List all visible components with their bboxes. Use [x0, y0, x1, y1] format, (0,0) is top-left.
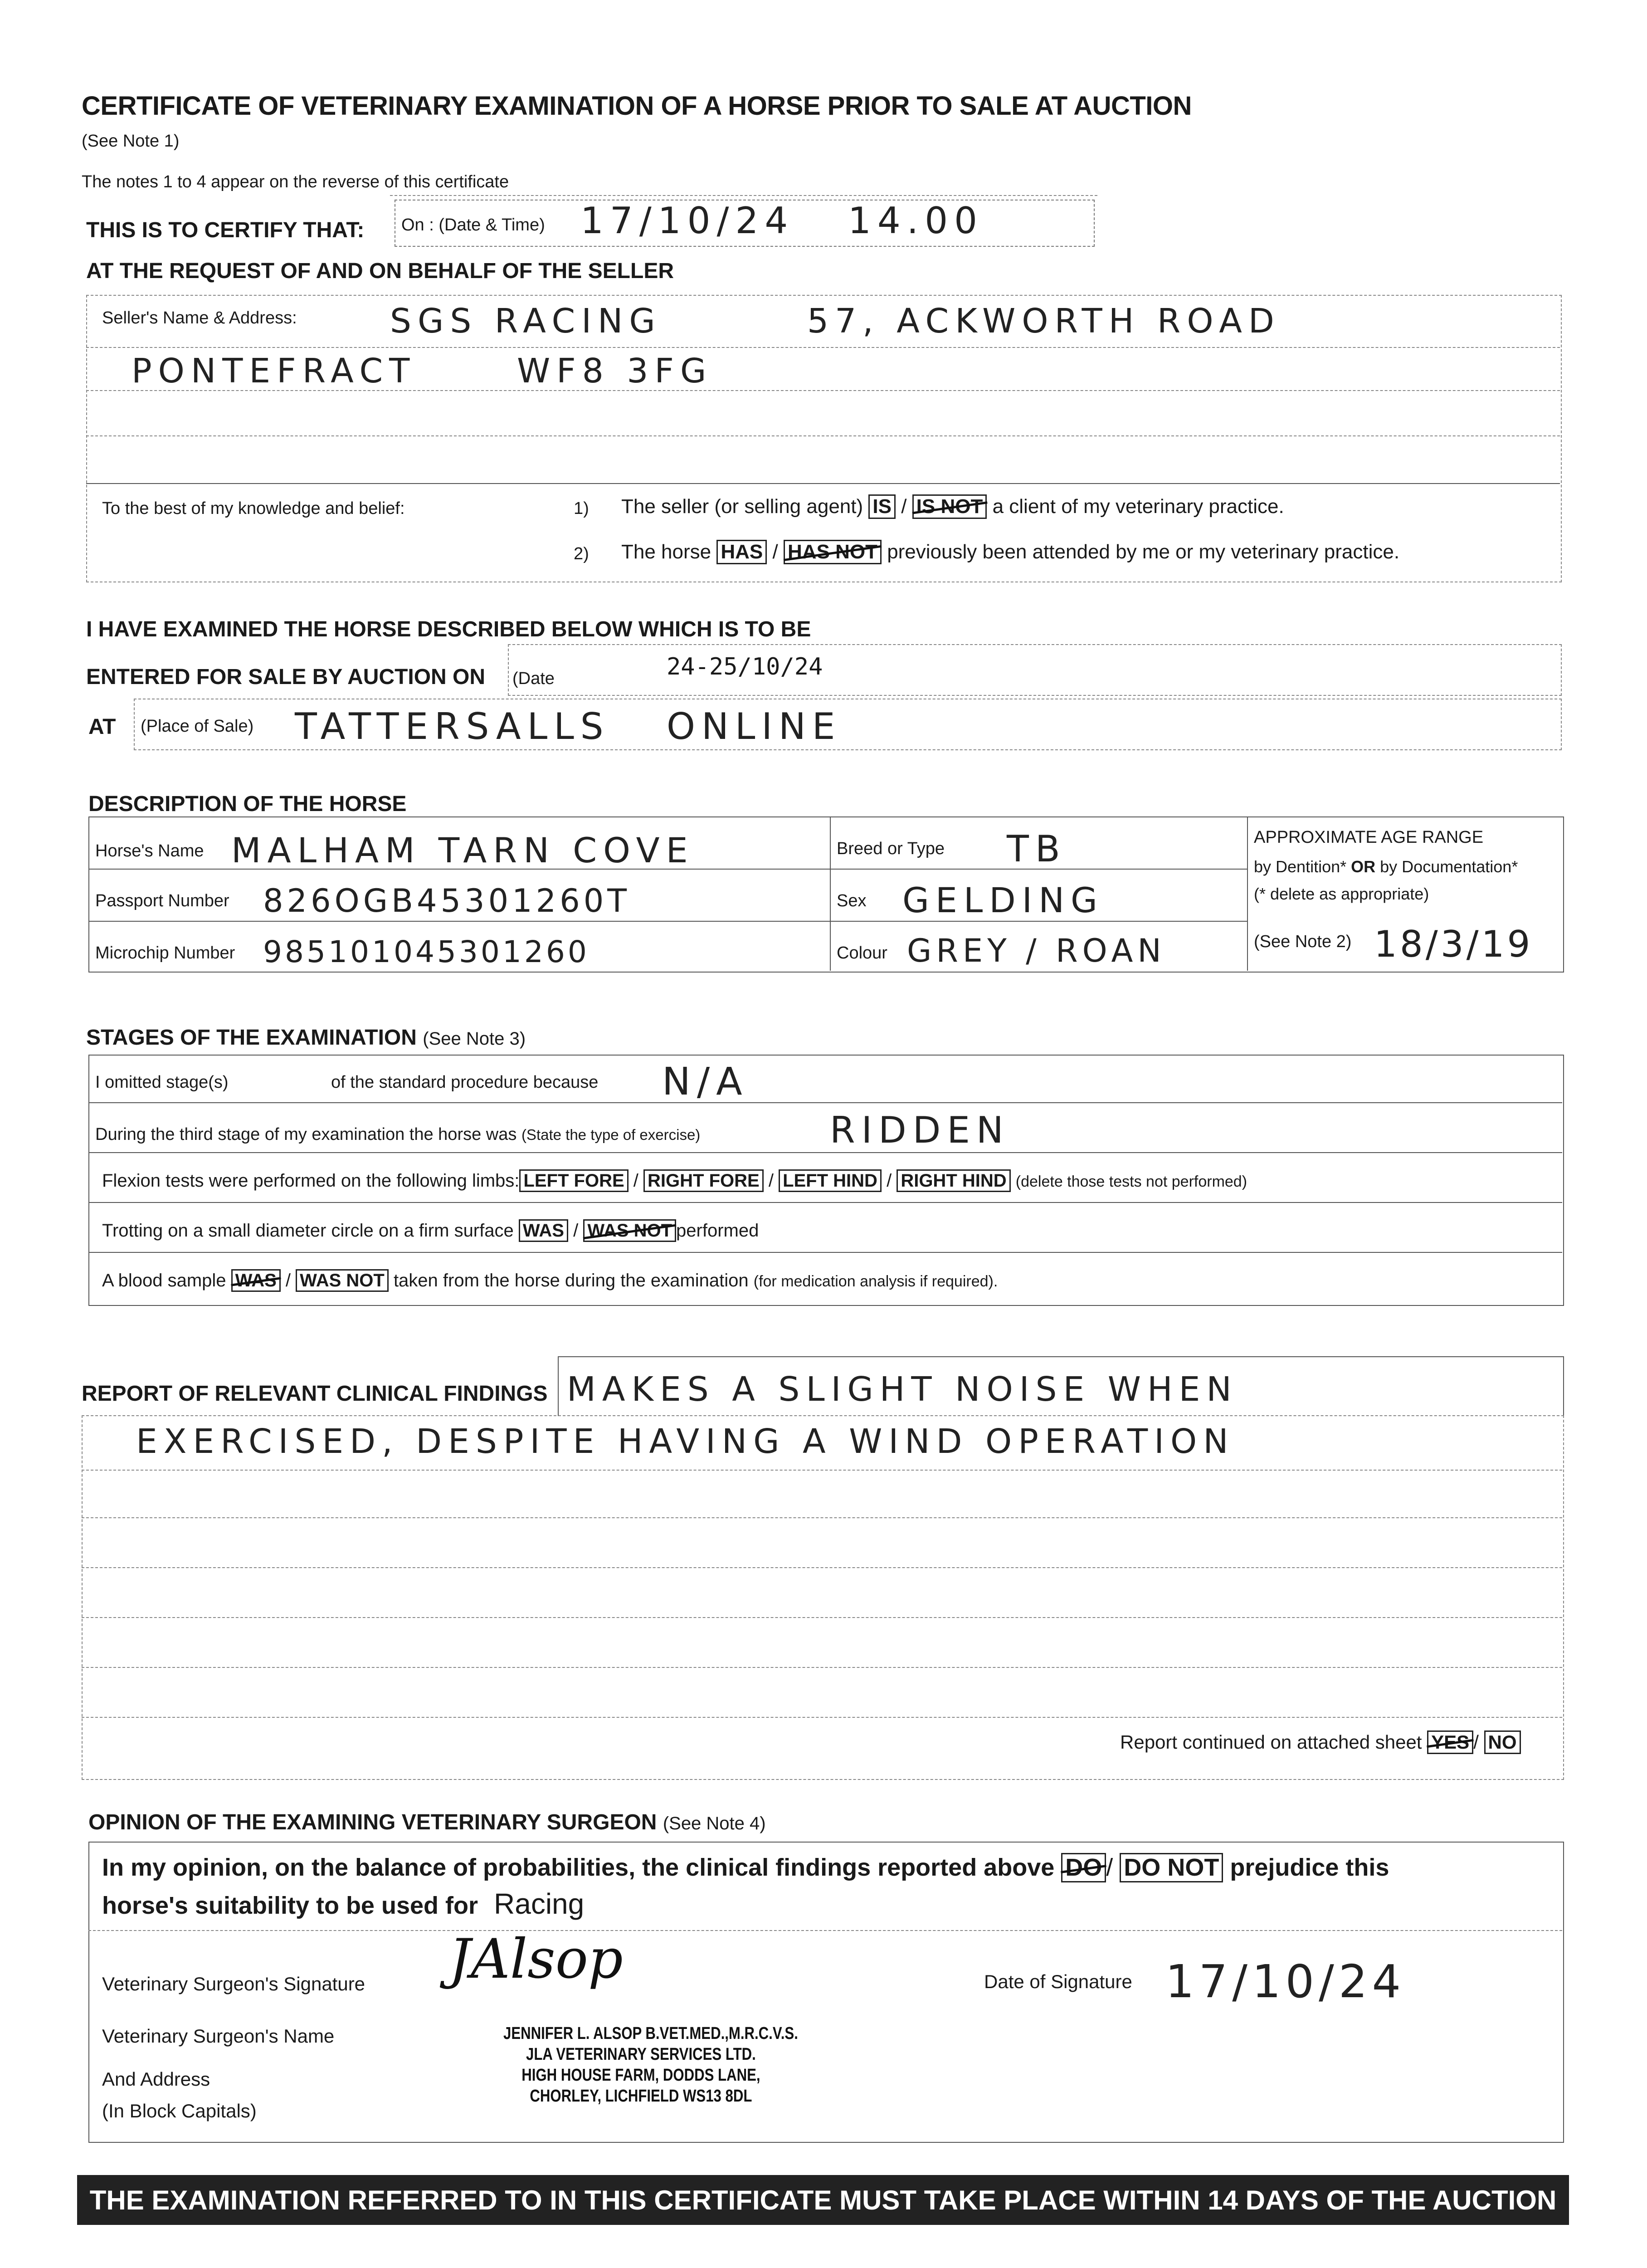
report-continued-row — [1120, 1730, 1521, 1754]
at-label: AT — [88, 715, 116, 739]
seller-is-option[interactable]: IS — [868, 494, 896, 519]
age-line3: (* delete as appropriate) — [1254, 885, 1429, 903]
blood-label: A blood sample — [102, 1271, 226, 1290]
opinion-rule — [88, 1930, 1562, 1931]
auction-date-label: (Date — [512, 669, 555, 688]
third-stage-value[interactable]: RIDDEN — [830, 1109, 1010, 1151]
blood-was-not-option[interactable]: WAS NOT — [296, 1269, 389, 1292]
sex-value[interactable]: GELDING — [902, 880, 1104, 920]
seller-line1b[interactable]: 57, ACKWORTH ROAD — [807, 302, 1281, 341]
auction-date-value: 24-25/10/24 — [667, 653, 823, 680]
see-note-1: (See Note 1) — [82, 132, 180, 151]
description-divider-1 — [830, 816, 831, 971]
flex-right-hind[interactable]: RIGHT HIND — [897, 1169, 1010, 1192]
colour-label: Colour — [837, 943, 887, 963]
age-documentation[interactable]: by Documentation* — [1380, 857, 1518, 876]
horse-has-option[interactable]: HAS — [716, 540, 767, 564]
horse-has-not-option[interactable]: HAS NOT — [784, 540, 882, 564]
opinion-text3-row — [102, 1887, 584, 1921]
stages-heading-text: STAGES OF THE EXAMINATION — [86, 1026, 417, 1050]
age-dentition[interactable]: by Dentition* — [1254, 857, 1347, 876]
seller-is-not-option[interactable]: IS NOT — [912, 494, 987, 519]
address-label-1: And Address — [102, 2068, 210, 2090]
description-row-2 — [88, 921, 1247, 922]
surgeon-name-label: Veterinary Surgeon's Name — [102, 2025, 335, 2047]
third-stage-label-b: (State the type of exercise) — [521, 1126, 701, 1143]
opinion-heading-text: OPINION OF THE EXAMINING VETERINARY SURGEON — [88, 1810, 657, 1834]
knowledge-item2-post: previously been attended by me or my veterinary practice. — [887, 541, 1400, 563]
horse-name-value[interactable]: MALHAM TARN COVE — [231, 830, 694, 870]
blood-sep: / — [285, 1271, 291, 1290]
knowledge-item1-pre: The seller (or selling agent) — [621, 495, 863, 518]
stamp-line4: CHORLEY, LICHFIELD WS13 8DL — [530, 2087, 752, 2106]
seller-line1[interactable]: SGS RACING — [390, 302, 662, 341]
breed-value[interactable]: TB — [1007, 828, 1067, 870]
passport-value[interactable]: 826OGB45301260T — [263, 882, 631, 919]
knowledge-label: To the best of my knowledge and belief: — [102, 499, 405, 518]
blood-row — [102, 1269, 998, 1292]
colour-value[interactable]: GREY / ROAN — [907, 932, 1166, 969]
opinion-use-value[interactable]: Racing — [494, 1887, 585, 1920]
opinion-text2: prejudice this — [1230, 1854, 1389, 1881]
request-heading: AT THE REQUEST OF AND ON BEHALF OF THE SELLER — [86, 259, 674, 283]
trot-post: performed — [676, 1221, 759, 1241]
report-continued-no[interactable]: NO — [1484, 1730, 1521, 1754]
seller-rule-3 — [86, 435, 1560, 436]
stages-row-1 — [88, 1102, 1562, 1103]
certify-date-value: 17/10/24 — [580, 200, 794, 242]
omitted-label-a: I omitted stage(s) — [95, 1073, 229, 1092]
seller-rule-4 — [86, 483, 1560, 484]
description-heading: DESCRIPTION OF THE HORSE — [88, 792, 407, 816]
address-label-2: (In Block Capitals) — [102, 2100, 257, 2121]
report-rule-4 — [82, 1617, 1562, 1618]
examined-line1: I HAVE EXAMINED THE HORSE DESCRIBED BELOW WHICH IS TO BE — [86, 617, 811, 641]
age-note: (See Note 2) — [1254, 932, 1352, 951]
flex-right-fore[interactable]: RIGHT FORE — [643, 1169, 764, 1192]
report-continued-yes[interactable]: YES — [1427, 1730, 1473, 1754]
date-signature-value[interactable]: 17/10/24 — [1165, 1955, 1406, 2008]
passport-label: Passport Number — [95, 891, 229, 910]
signature-value: JAlsop — [449, 1928, 623, 1991]
microchip-label: Microchip Number — [95, 943, 235, 963]
vet-stamp — [503, 2023, 798, 2107]
flex-sep-1: / — [633, 1171, 638, 1191]
seller-rule-2 — [86, 390, 1560, 391]
knowledge-item1-post: a client of my veterinary practice. — [992, 495, 1284, 518]
third-stage-label — [95, 1125, 700, 1144]
flex-sep-3: / — [887, 1171, 892, 1191]
knowledge-item2-num: 2) — [574, 544, 589, 563]
blood-was-option[interactable]: WAS — [231, 1269, 281, 1292]
stages-row-2 — [88, 1152, 1562, 1153]
stamp-line2: JLA VETERINARY SERVICES LTD. — [526, 2045, 756, 2064]
blood-note: (for medication analysis if required). — [753, 1273, 998, 1290]
report-rule-3 — [82, 1567, 1562, 1568]
knowledge-item1-sep: / — [901, 495, 907, 518]
opinion-do-not-option[interactable]: DO NOT — [1120, 1853, 1223, 1882]
omitted-value[interactable]: N/A — [662, 1059, 749, 1104]
knowledge-item2 — [621, 540, 1399, 564]
opinion-heading-note: (See Note 4) — [663, 1813, 766, 1833]
signature-label: Veterinary Surgeon's Signature — [102, 1973, 365, 1994]
notes-rule — [390, 195, 1097, 196]
stages-heading-note: (See Note 3) — [423, 1029, 526, 1049]
opinion-text-row — [102, 1853, 1389, 1882]
opinion-text3: horse's suitability to be used for — [102, 1892, 478, 1919]
flexion-label: Flexion tests were performed on the following limbs: — [102, 1171, 520, 1191]
certify-on-label: On : (Date & Time) — [401, 215, 545, 235]
place-label: (Place of Sale) — [141, 717, 254, 736]
flexion-note: (delete those tests not performed) — [1015, 1173, 1247, 1190]
age-line2 — [1254, 857, 1518, 876]
sex-label: Sex — [837, 891, 867, 910]
age-value[interactable]: 18/3/19 — [1374, 923, 1533, 965]
third-stage-label-a: During the third stage of my examination the horse was — [95, 1125, 517, 1144]
report-rule-2 — [82, 1517, 1562, 1518]
seller-line2b[interactable]: WF8 3FG — [517, 352, 713, 391]
seller-rule-1 — [86, 347, 1560, 348]
auction-date-field[interactable] — [508, 644, 1562, 696]
report-line2[interactable]: EXERCISED, DESPITE HAVING A WIND OPERATION — [136, 1422, 1235, 1461]
omitted-label-b: of the standard procedure because — [331, 1073, 599, 1092]
flexion-row — [102, 1169, 1247, 1192]
place-value: TATTERSALLS — [295, 705, 610, 748]
horse-name-label: Horse's Name — [95, 841, 204, 860]
report-heading: REPORT OF RELEVANT CLINICAL FINDINGS — [82, 1382, 548, 1406]
age-or: OR — [1351, 857, 1376, 876]
trot-was-option[interactable]: WAS — [519, 1219, 568, 1242]
report-line1[interactable]: MAKES A SLIGHT NOISE WHEN — [567, 1370, 1238, 1409]
date-signature-label: Date of Signature — [984, 1971, 1132, 1992]
flex-sep-2: / — [768, 1171, 774, 1191]
examined-line2: ENTERED FOR SALE BY AUCTION ON — [86, 665, 486, 689]
stages-row-3 — [88, 1202, 1562, 1203]
trot-label: Trotting on a small diameter circle on a firm surface — [102, 1221, 514, 1241]
age-line1: APPROXIMATE AGE RANGE — [1254, 828, 1484, 847]
blood-post: taken from the horse during the examination — [393, 1271, 749, 1290]
microchip-value[interactable]: 985101045301260 — [263, 934, 590, 969]
report-continued-label: Report continued on attached sheet — [1120, 1731, 1422, 1753]
breed-label: Breed or Type — [837, 839, 945, 858]
description-divider-2 — [1247, 816, 1248, 971]
stamp-line3: HIGH HOUSE FARM, DODDS LANE, — [521, 2066, 760, 2085]
trot-sep: / — [573, 1221, 579, 1241]
knowledge-item2-pre: The horse — [621, 541, 711, 563]
opinion-heading — [88, 1810, 766, 1835]
certificate-title: CERTIFICATE OF VETERINARY EXAMINATION OF A HORSE PRIOR TO SALE AT AUCTION — [82, 91, 1192, 121]
opinion-do-option[interactable]: DO — [1061, 1853, 1106, 1882]
certify-time-value: 14.00 — [848, 200, 984, 242]
report-rule-5 — [82, 1667, 1562, 1668]
knowledge-item2-sep: / — [772, 541, 778, 563]
report-continued-sep: / — [1473, 1731, 1479, 1753]
knowledge-item1 — [621, 494, 1284, 519]
trot-row — [102, 1219, 759, 1242]
report-rule-1 — [82, 1470, 1562, 1471]
place-value2: ONLINE — [667, 705, 842, 748]
footer-banner: THE EXAMINATION REFERRED TO IN THIS CERTIFICATE MUST TAKE PLACE WITHIN 14 DAYS OF THE AUCTION — [77, 2175, 1569, 2225]
stages-row-4 — [88, 1252, 1562, 1253]
flex-left-fore[interactable]: LEFT FORE — [519, 1169, 628, 1192]
certify-label: THIS IS TO CERTIFY THAT: — [86, 218, 365, 242]
seller-line2[interactable]: PONTEFRACT — [132, 352, 416, 391]
opinion-sep: / — [1106, 1854, 1113, 1881]
stamp-line1: JENNIFER L. ALSOP B.VET.MED.,M.R.C.V.S. — [503, 2024, 798, 2043]
opinion-text1: In my opinion, on the balance of probabilities, the clinical findings reported above — [102, 1854, 1055, 1881]
trot-was-not-option[interactable]: WAS NOT — [583, 1219, 676, 1242]
report-rule-6 — [82, 1717, 1562, 1718]
notes-line: The notes 1 to 4 appear on the reverse of this certificate — [82, 172, 509, 191]
stages-heading — [86, 1025, 526, 1050]
seller-label: Seller's Name & Address: — [102, 308, 297, 327]
knowledge-item1-num: 1) — [574, 499, 589, 518]
flex-left-hind[interactable]: LEFT HIND — [779, 1169, 882, 1192]
